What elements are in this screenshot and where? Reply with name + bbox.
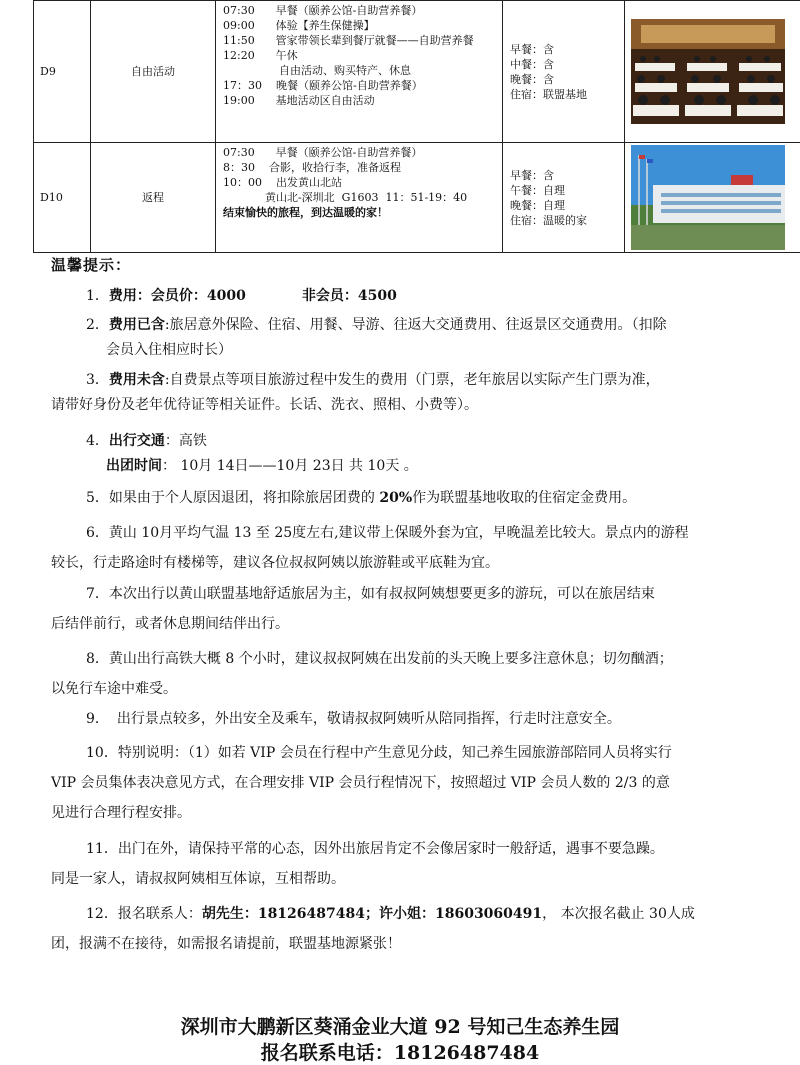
tip-item: 9． 出行景点较多，外出安全及乘车，敬请叔叔阿姨听从陪同指挥，行走时注意安全。 (86, 707, 786, 732)
schedule-line: 自由活动、购买特产、休息 (223, 63, 497, 78)
meal-line: 早餐：含 (510, 168, 624, 183)
meal-line: 早餐：含 (510, 42, 624, 57)
day-title: 返程 (91, 143, 216, 253)
meals-cell (503, 1, 625, 143)
tip-item: 6．黄山 10月平均气温 13 至 25度左右,建议带上保暖外套为宜，早晚温差比较大。景点内的游程 较长，行走路途时有楼梯等，建议各位叔叔阿姨以旅游鞋或平底鞋为宜。 (51, 518, 771, 578)
schedule-line: 11:50 管家带领长辈到餐厅就餐——自助营养餐 (223, 33, 497, 48)
photo-cell (625, 1, 800, 143)
tip-item: 10．特别说明：（1）如若 VIP 会员在行程中产生意见分歧，知己养生园旅游部陪同人员将实行 VIP 会员集体表决意见方式，在合理安排 VIP 会员行程情况下，按照超过 VIP 会员人数的 2/3 的意 见进行合理行程安排。 (51, 738, 771, 828)
meal-line: 晚餐：含 (510, 72, 624, 87)
tip-item: 11．出门在外，请保持平常的心态，因外出旅居肯定不会像居家时一般舒适，遇事不要急躁。 同是一家人，请叔叔阿姨相互体谅，互相帮助。 (51, 834, 771, 894)
schedule-line: 17：30 晚餐（颐养公馆-自助营养餐） (223, 78, 497, 93)
schedule-line: 07:30 早餐（颐养公馆-自助营养餐） (223, 3, 497, 18)
meal-line: 晚餐：自理 (510, 198, 624, 213)
day-cell: D10 (34, 143, 91, 253)
schedule-line: 09:00 体验【养生保健操】 (223, 18, 497, 33)
day-title: 自由活动 (91, 1, 216, 143)
photo-cell (625, 143, 800, 253)
schedule-line: 黄山北-深圳北 G1603 11：51-19：40 (223, 190, 497, 205)
schedule-line: 10：00 出发黄山北站 (223, 175, 497, 190)
schedule-line: 19:00 基地活动区自由活动 (223, 93, 497, 108)
schedule-cell (216, 1, 503, 143)
itinerary-table (33, 0, 800, 253)
itinerary-row-d10 (34, 143, 800, 253)
day-cell: D9 (34, 1, 91, 143)
meal-line: 中餐：含 (510, 57, 624, 72)
hotel-building-photo (631, 145, 785, 250)
meal-line: 住宿：温暖的家 (510, 213, 624, 228)
meals-cell (503, 143, 625, 253)
footer-address: 深圳市大鹏新区葵涌金业大道 92 号知己生态养生园 (0, 1012, 800, 1039)
tip-item: 8．黄山出行高铁大概 8 个小时，建议叔叔阿姨在出发前的头天晚上要多注意休息；切勿酗酒； 以免行车途中难受。 (51, 644, 771, 704)
schedule-line: 结束愉快的旅程，到达温暖的家！ (223, 205, 497, 220)
schedule-line: 12:20 午休 (223, 48, 497, 63)
tip-item: 1．费用：会员价：4000 非会员：4500 (86, 284, 786, 309)
tip-item: 3．费用未含:自费景点等项目旅游过程中发生的费用（门票，老年旅居以实际产生门票为准， 请带好身份及老年优待证等相关证件。长话、洗衣、照相、小费等）。 (51, 368, 771, 418)
tip-item: 7．本次出行以黄山联盟基地舒适旅居为主，如有叔叔阿姨想要更多的游玩，可以在旅居结束 后结伴前行，或者休息期间结伴出行。 (51, 579, 771, 639)
tip-item: 4．出行交通：高铁 出团时间： 10月 14日——10月 23日 共 10天 。 (86, 429, 786, 479)
meal-line: 午餐：自理 (510, 183, 624, 198)
tip-item: 12．报名联系人：胡先生：18126487484；许小姐：18603060491， 本次报名截止 30人成 团，报满不在接待，如需报名请提前，联盟基地源紧张！ (51, 899, 771, 959)
tips-title: 温馨提示： (51, 254, 131, 275)
itinerary-row-d9 (34, 1, 800, 143)
schedule-cell (216, 143, 503, 253)
schedule-line: 8：30 合影，收拾行李，准备返程 (223, 160, 497, 175)
meal-line: 住宿：联盟基地 (510, 87, 624, 102)
tip-item: 5．如果由于个人原因退团，将扣除旅居团费的 20%作为联盟基地收取的住宿定金费用。 (86, 486, 786, 511)
schedule-line: 07:30 早餐（颐养公馆-自助营养餐） (223, 145, 497, 160)
restaurant-photo (631, 19, 785, 124)
tip-item: 2．费用已含:旅居意外保险、住宿、用餐、导游、往返大交通费用、往返景区交通费用。（扣除 会员入住相应时长） (86, 313, 776, 363)
footer-phone: 报名联系电话：18126487484 (0, 1038, 800, 1065)
